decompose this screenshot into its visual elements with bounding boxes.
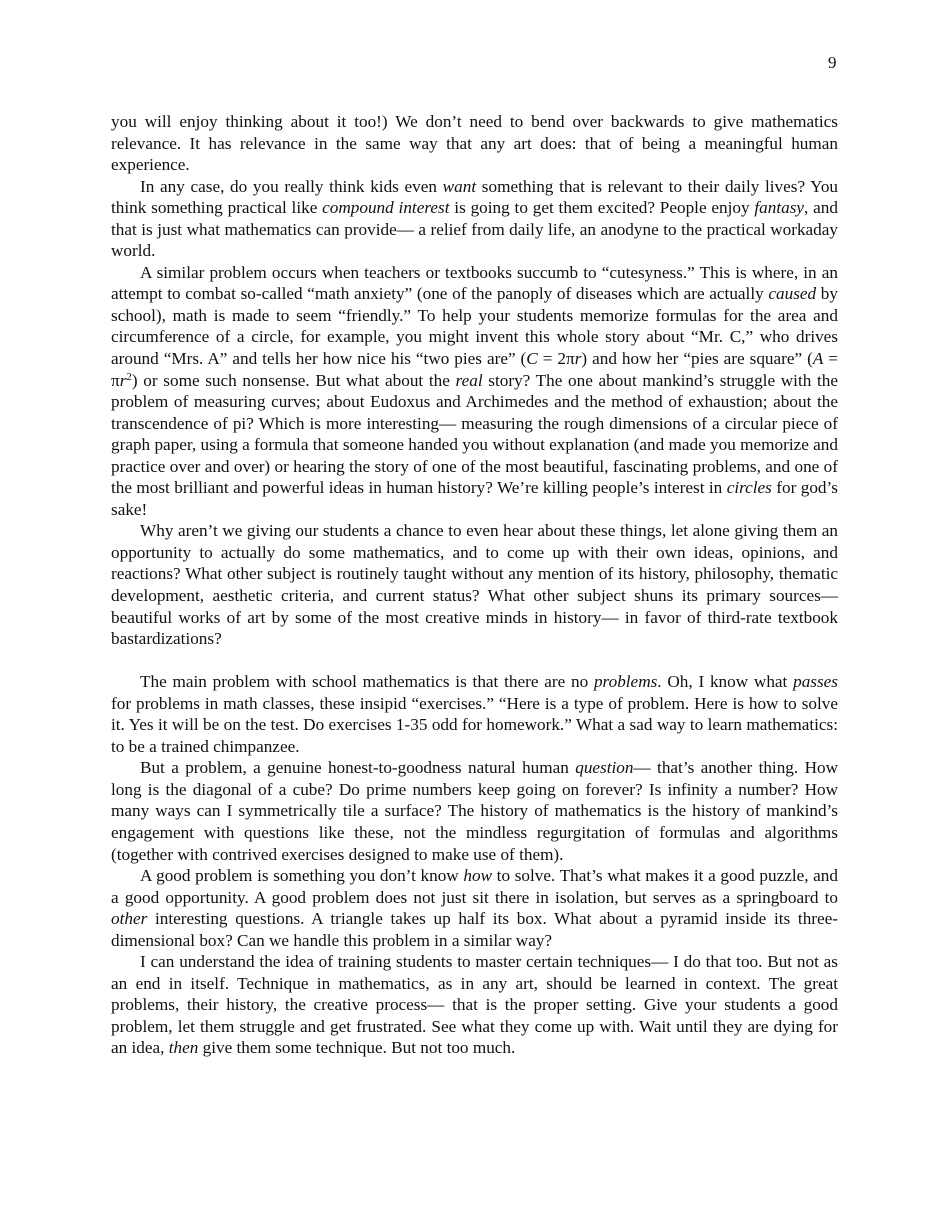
italic-text: real [455,370,483,390]
paragraph [111,520,838,649]
paragraph [111,262,838,521]
text-run: The main problem with school mathematics is that there are no [140,672,594,692]
italic-text: question [575,758,634,778]
page-number: 9 [828,53,837,72]
text-run: I can understand the idea of training students to master certain techniques— I do that too. But not as an end in itself. Technique in mathematics, as in any art, should be learned in context. The great problems, their history, the creative process— that is the proper setting. Give your students a good problem, let them struggle and get frustrated. See what they come up with. Wait until they are dying for an idea, [111,952,838,1058]
text-run: = π [111,349,838,390]
superscript: 2 [126,370,132,383]
text-run: story? The one about mankind’s struggle with the problem of measuring curves; about Eudoxus and Archimedes and the method of exhaustion; about the transcendence of pi? Which is more interesting— measuring the rough dimensions of a circular piece of graph paper, using a formula that someone handed you without explanation (and made you memorize and practice over and over) or hearing the story of one of the most beautiful, fascinating problems, and one of the most brilliant and powerful ideas in human history? We’re killing people’s interest in [111,370,838,498]
italic-text: problems [593,672,658,692]
text-run: ) and how her “pies are square” ( [581,349,813,369]
text-run: . Oh, I know what [657,672,794,692]
text-run: to solve. That’s what makes it a good puzzle, and a good opportunity. A good problem does not just sit there in isolation, but serves as a springboard to [111,866,838,907]
text-run: Why aren’t we giving our students a chance to even hear about these things, let alone giving them an opportunity to actually do some mathematics, and to come up with their own ideas, opinions, and reactions? What other subject is routinely taught without any mention of its history, philosophy, thematic development, aesthetic criteria, and current status? What other subject shuns its primary sources— beautiful works of art by some of the most creative minds in history— in favor of third-rate textbook bastardizations? [111,521,838,649]
italic-text: fantasy [754,198,805,218]
text-run: — that’s another thing. How long is the diagonal of a cube? Do prime numbers keep going on forever? Is infinity a number? How many ways can I symmetrically tile a surface? The history of mathematics is the history of mankind’s engagement with questions like these, not the mindless regurgitation of formulas and algorithms (together with contrived exercises designed to make use of them). [111,758,838,864]
paragraph [111,176,838,262]
italic-text: r [119,370,127,390]
text-run: A good problem is something you don’t know [140,866,464,886]
text-run: A similar problem occurs when teachers or textbooks succumb to “cutesyness.” This is where, in an attempt to combat so-called “math anxiety” (one of the panoply of diseases which are actually [111,262,838,304]
text-run: interesting questions. A triangle takes up half its box. What about a pyramid inside its three-dimensional box? Can we handle this problem in a similar way? [111,909,838,950]
paragraph [111,757,838,865]
italic-text: then [168,1038,199,1058]
body-text [111,111,838,1059]
text-run: , and that is just what mathematics can provide— a relief from daily life, an anodyne to the practical workaday world. [111,198,838,261]
text-run: But a problem, a genuine honest-to-goodness natural human [140,758,576,778]
italic-text: compound interest [322,198,450,218]
section-break [111,650,838,672]
italic-text: r [574,349,582,369]
italic-text: C [526,349,538,369]
text-run: you will enjoy thinking about it too!) We don’t need to bend over backwards to give mathematics relevance. It has relevance in the same way that any art does: that of being a meaningful human experience. [111,112,838,175]
text-run: by school), math is made to seem “friendly.” To help your students memorize formulas for the area and circumference of a circle, for example, you might invent this whole story about “Mr. C,” who drives around “Mrs. A” and tells her how nice his “two pies are” ( [111,284,838,369]
paragraph [111,865,838,951]
italic-text: caused [768,284,817,304]
italic-text: how [463,866,493,886]
italic-text: want [442,176,477,196]
text-run: something that is relevant to their daily lives? You think something practical like [111,176,839,218]
text-run: ) or some such nonsense. But what about the [131,370,456,390]
italic-text: A [812,349,824,369]
text-run: In any case, do you really think kids even [140,176,443,196]
paragraph [111,671,838,757]
italic-text: other [111,909,148,929]
italic-text: circles [726,478,772,498]
text-run: give them some technique. But not too much. [198,1038,516,1058]
italic-text: passes [793,672,838,692]
text-run: = 2π [537,349,575,369]
paragraph [111,951,838,1059]
text-run: for problems in math classes, these insipid “exercises.” “Here is a type of problem. Here is how to solve it. Yes it will be on the test. Do exercises 1-35 odd for homework.” What a sad way to learn mathematics: to be a trained chimpanzee. [111,693,838,756]
text-run: is going to get them excited? People enjoy [449,198,755,218]
paragraph [111,111,838,176]
text-run: for god’s sake! [111,478,838,519]
